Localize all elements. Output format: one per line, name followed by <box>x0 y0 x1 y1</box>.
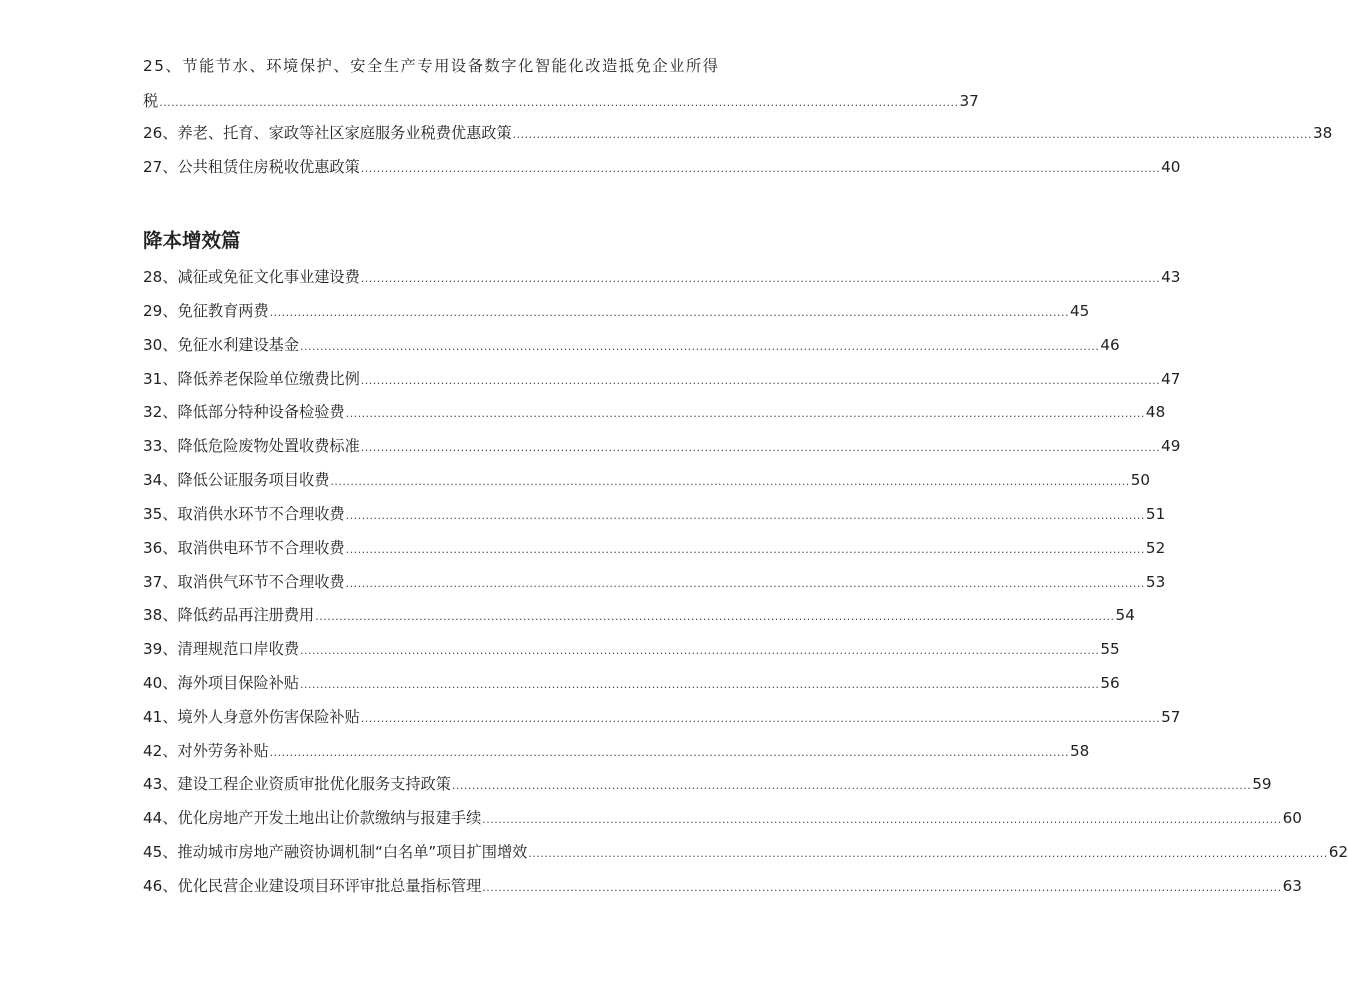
toc-entry-40[interactable] <box>143 670 1120 696</box>
toc-entry-page: 62 <box>1328 843 1348 861</box>
toc-entry-page: 45 <box>1069 302 1090 320</box>
toc-entry-31[interactable] <box>143 366 1181 392</box>
toc-entry-page: 37 <box>959 92 979 110</box>
dot-leader: ........................................................................................................................................................................................................ <box>269 306 1069 319</box>
dot-leader: ........................................................................................................................................................................................................ <box>300 340 1100 353</box>
toc-entry-title: 43、建设工程企业资质审批优化服务支持政策 <box>143 775 451 793</box>
toc-entry-27[interactable] <box>143 154 1181 180</box>
toc-entry-title: 36、取消供电环节不合理收费 <box>143 539 345 557</box>
toc-entry-page: 43 <box>1161 268 1181 286</box>
toc-entry-page: 58 <box>1069 742 1090 760</box>
toc-entry-title: 46、优化民营企业建设项目环评审批总量指标管理 <box>143 877 482 895</box>
toc-entry-41[interactable] <box>143 704 1181 730</box>
dot-leader: ........................................................................................................................................................................................................ <box>315 610 1115 623</box>
toc-entry-28[interactable] <box>143 264 1181 290</box>
dot-leader: ........................................................................................................................................................................................................ <box>269 746 1069 759</box>
dot-leader: ........................................................................................................................................................................................................ <box>512 128 1312 141</box>
dot-leader: ........................................................................................................................................................................................................ <box>360 712 1161 725</box>
dot-leader: ........................................................................................................................................................................................................ <box>345 509 1145 522</box>
dot-leader: ........................................................................................................................................................................................................ <box>330 475 1130 488</box>
toc-entry-38[interactable] <box>143 602 1135 628</box>
toc-entry-29[interactable] <box>143 298 1090 324</box>
toc-entry-title: 33、降低危险废物处置收费标准 <box>143 437 360 455</box>
dot-leader: ........................................................................................................................................................................................................ <box>300 678 1100 691</box>
toc-entry-page: 63 <box>1282 877 1302 895</box>
toc-entry-title: 28、减征或免征文化事业建设费 <box>143 268 360 286</box>
toc-entry-title: 31、降低养老保险单位缴费比例 <box>143 370 360 388</box>
dot-leader: ........................................................................................................................................................................................................ <box>345 543 1145 556</box>
toc-entry-30[interactable] <box>143 332 1120 358</box>
dot-leader: ........................................................................................................................................................................................................ <box>360 162 1161 175</box>
toc-entry-title: 26、养老、托育、家政等社区家庭服务业税费优惠政策 <box>143 124 512 142</box>
toc-entry-title: 39、清理规范口岸收费 <box>143 640 300 658</box>
toc-entry-title: 30、免征水利建设基金 <box>143 336 300 354</box>
dot-leader: ........................................................................................................................................................................................................ <box>345 407 1145 420</box>
toc-entry-42[interactable] <box>143 738 1090 764</box>
toc-entry-page: 53 <box>1145 573 1166 591</box>
toc-entry-page: 51 <box>1145 505 1166 523</box>
toc-entry-title: 34、降低公证服务项目收费 <box>143 471 330 489</box>
dot-leader: ........................................................................................................................................................................................................ <box>360 441 1161 454</box>
dot-leader: ........................................................................................................................................................................................................ <box>300 644 1100 657</box>
toc-entry-page: 50 <box>1130 471 1151 489</box>
toc-entry-39[interactable] <box>143 636 1120 662</box>
dot-leader: ........................................................................................................................................................................................................ <box>159 96 959 109</box>
toc-entry-page: 40 <box>1161 158 1181 176</box>
toc-entry-34[interactable] <box>143 467 1151 493</box>
toc-entry-page: 57 <box>1161 708 1181 726</box>
toc-entry-25-line1 <box>143 53 743 79</box>
dot-leader: ........................................................................................................................................................................................................ <box>360 374 1161 387</box>
toc-entry-title: 44、优化房地产开发土地出让价款缴纳与报建手续 <box>143 809 482 827</box>
toc-entry-44[interactable] <box>143 805 1302 831</box>
toc-entry-36[interactable] <box>143 535 1166 561</box>
toc-entry-title: 37、取消供气环节不合理收费 <box>143 573 345 591</box>
toc-entry-title: 25、节能节水、环境保护、安全生产专用设备数字化智能化改造抵免企业所得 <box>143 57 720 75</box>
toc-entry-title: 32、降低部分特种设备检验费 <box>143 403 345 421</box>
dot-leader: ........................................................................................................................................................................................................ <box>360 272 1161 285</box>
toc-entry-page: 60 <box>1282 809 1302 827</box>
toc-entry-page: 55 <box>1100 640 1120 658</box>
dot-leader: ........................................................................................................................................................................................................ <box>528 847 1328 860</box>
toc-entry-page: 54 <box>1115 606 1135 624</box>
dot-leader: ........................................................................................................................................................................................................ <box>451 779 1252 792</box>
toc-entry-35[interactable] <box>143 501 1166 527</box>
toc-entry-43[interactable] <box>143 771 1272 797</box>
dot-leader: ........................................................................................................................................................................................................ <box>482 813 1282 826</box>
toc-entry-32[interactable] <box>143 399 1166 425</box>
section-heading: 降本增效篇 <box>143 229 241 252</box>
toc-entry-page: 52 <box>1145 539 1166 557</box>
dot-leader: ........................................................................................................................................................................................................ <box>345 577 1145 590</box>
toc-entry-page: 56 <box>1100 674 1120 692</box>
toc-entry-title: 45、推动城市房地产融资协调机制“白名单”项目扩围增效 <box>143 843 528 861</box>
toc-entry-page: 59 <box>1252 775 1272 793</box>
toc-entry-title: 41、境外人身意外伤害保险补贴 <box>143 708 360 726</box>
toc-entry-title: 29、免征教育两费 <box>143 302 269 320</box>
toc-entry-title: 税 <box>143 92 159 110</box>
toc-entry-page: 48 <box>1145 403 1166 421</box>
toc-entry-page: 38 <box>1312 124 1333 142</box>
toc-entry-page: 49 <box>1161 437 1181 455</box>
toc-entry-title: 42、对外劳务补贴 <box>143 742 269 760</box>
toc-entry-26[interactable] <box>143 120 1333 146</box>
toc-entry-title: 27、公共租赁住房税收优惠政策 <box>143 158 360 176</box>
toc-entry-33[interactable] <box>143 433 1181 459</box>
toc-entry-25-line2[interactable] <box>143 88 979 114</box>
toc-entry-title: 38、降低药品再注册费用 <box>143 606 315 624</box>
toc-entry-page: 46 <box>1100 336 1120 354</box>
toc-entry-title: 35、取消供水环节不合理收费 <box>143 505 345 523</box>
toc-entry-page: 47 <box>1161 370 1181 388</box>
toc-entry-37[interactable] <box>143 569 1166 595</box>
toc-entry-46[interactable] <box>143 873 1302 899</box>
toc-entry-title: 40、海外项目保险补贴 <box>143 674 300 692</box>
toc-entry-45[interactable] <box>143 839 1348 865</box>
dot-leader: ........................................................................................................................................................................................................ <box>482 881 1282 894</box>
